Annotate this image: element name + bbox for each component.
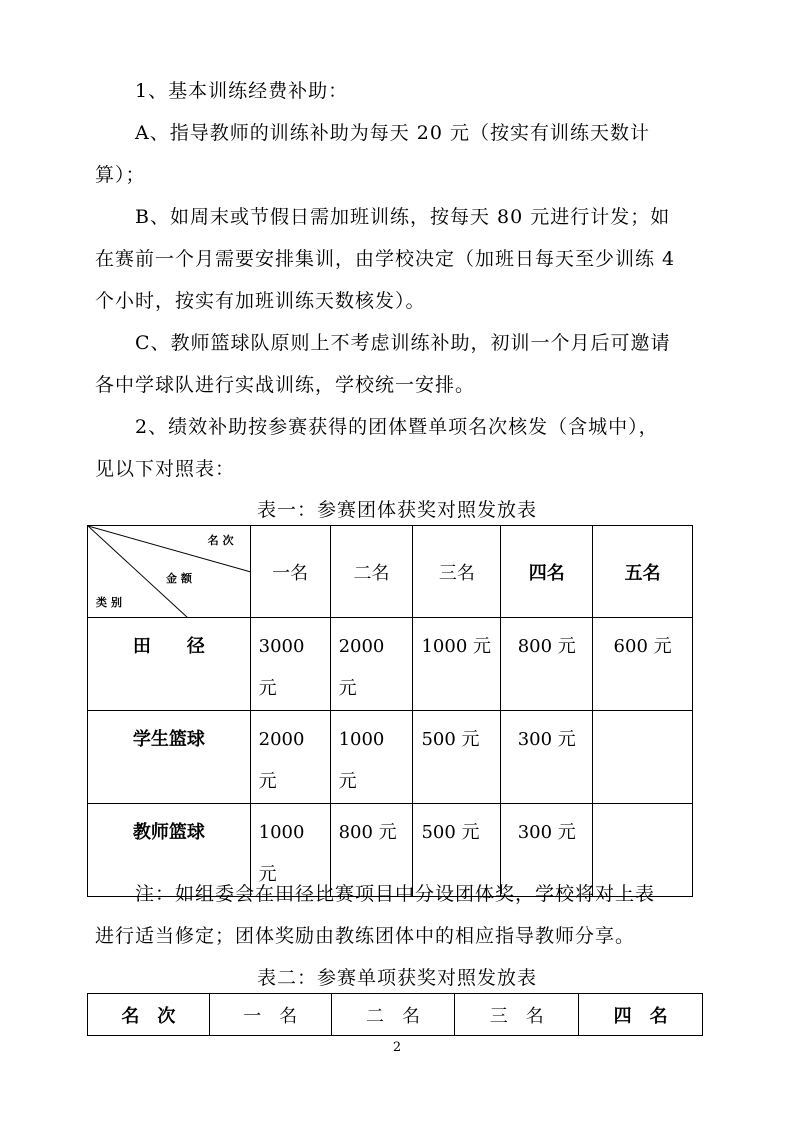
table-cell: 800 元 — [501, 618, 593, 711]
table2-header-row — [88, 994, 703, 1036]
table-cell: 3000 元 — [250, 618, 330, 711]
table2-header-2: 二 名 — [331, 994, 455, 1036]
para-item-c-line2: 各中学球队进行实战训练，学校统一安排。 — [95, 374, 476, 396]
table-cell: 600 元 — [593, 618, 693, 711]
para-item-b-line3: 个小时，按实有加班训练天数核发）。 — [95, 290, 426, 312]
para-item-c-line1: C、教师篮球队原则上不考虑训练补助，初训一个月后可邀请 — [135, 332, 671, 354]
table-row — [88, 618, 693, 711]
corner-rank-label: 名次 — [207, 534, 238, 547]
table-cell — [593, 711, 693, 804]
header-rank-4: 四名 — [501, 526, 593, 618]
para-item-b-line2: 在赛前一个月需要安排集训，由学校决定（加班日每天至少训练 4 — [95, 248, 676, 270]
para-performance-line1: 2、绩效补助按参赛获得的团体暨单项名次核发（含城中）， — [135, 416, 659, 438]
table2-header-rank: 名 次 — [88, 994, 210, 1036]
individual-award-table — [87, 993, 703, 1036]
table-cell: 300 元 — [501, 804, 593, 897]
para-item-a-line1: A、指导教师的训练补助为每天 20 元（按实有训练天数计 — [135, 122, 650, 144]
table2-header-1: 一 名 — [209, 994, 331, 1036]
table1-header-row — [88, 526, 693, 618]
table-cell: 2000 元 — [330, 618, 413, 711]
table-row — [88, 711, 693, 804]
table-cell: 2000 元 — [250, 711, 330, 804]
table-cell: 300 元 — [501, 711, 593, 804]
row-label-track: 田 径 — [88, 618, 251, 711]
table2-header-4: 四 名 — [579, 994, 703, 1036]
table-cell: 1000 元 — [250, 804, 330, 897]
header-rank-5: 五名 — [593, 526, 693, 618]
para-item-b-line1: B、如周末或节假日需加班训练，按每天 80 元进行计发；如 — [135, 206, 671, 228]
note-line1: 注：如组委会在田径比赛项目中分设团体奖，学校将对上表 — [135, 883, 656, 905]
header-rank-3: 三名 — [413, 526, 501, 618]
page-number: 2 — [392, 1040, 402, 1055]
header-rank-2: 二名 — [330, 526, 413, 618]
team-award-table — [87, 525, 693, 897]
row-label-teacher-basketball: 教师篮球 — [88, 804, 251, 897]
note-line2: 进行适当修定；团体奖励由教练团体中的相应指导教师分享。 — [95, 925, 636, 947]
table2-caption: 表二：参赛单项获奖对照发放表 — [256, 967, 537, 989]
row-label-student-basketball: 学生篮球 — [88, 711, 251, 804]
table-cell: 1000 元 — [413, 618, 501, 711]
table1-corner-cell — [88, 526, 251, 618]
para-item-a-line2: 算）； — [95, 164, 146, 186]
table-cell: 500 元 — [413, 804, 501, 897]
table-cell: 800 元 — [330, 804, 413, 897]
table2-header-3: 三 名 — [455, 994, 579, 1036]
corner-category-label: 类别 — [96, 596, 126, 609]
para-basic-funding: 1、基本训练经费补助： — [135, 80, 349, 102]
header-rank-1: 一名 — [250, 526, 330, 618]
table1-caption: 表一：参赛团体获奖对照发放表 — [256, 499, 537, 521]
table-cell: 500 元 — [413, 711, 501, 804]
para-performance-line2: 见以下对照表： — [95, 458, 236, 480]
table-cell: 1000 元 — [330, 711, 413, 804]
corner-amount-label: 金额 — [166, 572, 196, 585]
